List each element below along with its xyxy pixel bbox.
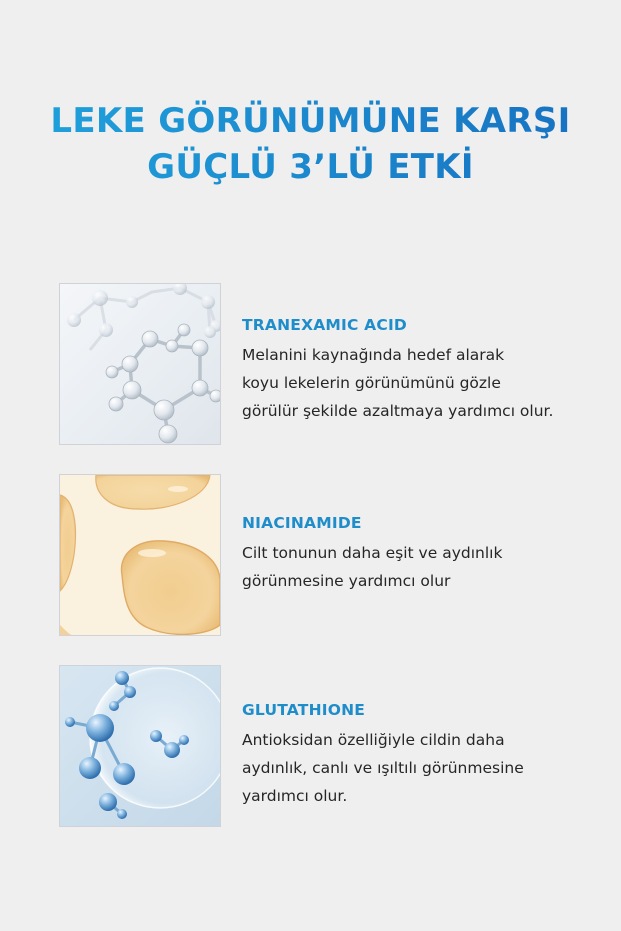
ingredient-image bbox=[59, 283, 221, 445]
ingredient-text bbox=[242, 314, 582, 425]
description-line: Melanini kaynağında hedef alarak bbox=[242, 346, 505, 364]
ingredient-description bbox=[242, 539, 582, 595]
ingredient-image bbox=[59, 474, 221, 636]
ingredient-tranexamic-acid bbox=[59, 283, 579, 445]
page-title-line-2: GÜÇLÜ 3’LÜ ETKİ bbox=[147, 147, 474, 187]
description-line: görünmesine yardımcı olur bbox=[242, 572, 451, 590]
description-line: koyu lekelerin görünümünü gözle bbox=[242, 374, 501, 392]
ingredient-description bbox=[242, 341, 582, 425]
ingredient-text bbox=[242, 512, 582, 595]
ingredient-glutathione bbox=[59, 665, 579, 827]
ingredient-name: TRANEXAMIC ACID bbox=[242, 316, 407, 334]
description-line: Antioksidan özelliğiyle cildin daha bbox=[242, 731, 505, 749]
ingredient-image bbox=[59, 665, 221, 827]
description-line: görülür şekilde azaltmaya yardımcı olur. bbox=[242, 402, 554, 420]
ingredient-text bbox=[242, 699, 582, 810]
page-title-line-1: LEKE GÖRÜNÜMÜNE KARŞI bbox=[50, 101, 571, 141]
description-line: yardımcı olur. bbox=[242, 787, 348, 805]
description-line: aydınlık, canlı ve ışıltılı görünmesine bbox=[242, 759, 524, 777]
molecule-hexagon-icon bbox=[60, 284, 220, 444]
ingredient-description bbox=[242, 726, 582, 810]
description-line: Cilt tonunun daha eşit ve aydınlık bbox=[242, 544, 503, 562]
ingredient-name: GLUTATHIONE bbox=[242, 701, 366, 719]
ingredient-niacinamide bbox=[59, 474, 579, 636]
blue-molecule-bubble-icon bbox=[60, 666, 220, 826]
page-title bbox=[0, 98, 621, 190]
ingredient-name: NIACINAMIDE bbox=[242, 514, 362, 532]
serum-drops-icon bbox=[60, 475, 220, 635]
